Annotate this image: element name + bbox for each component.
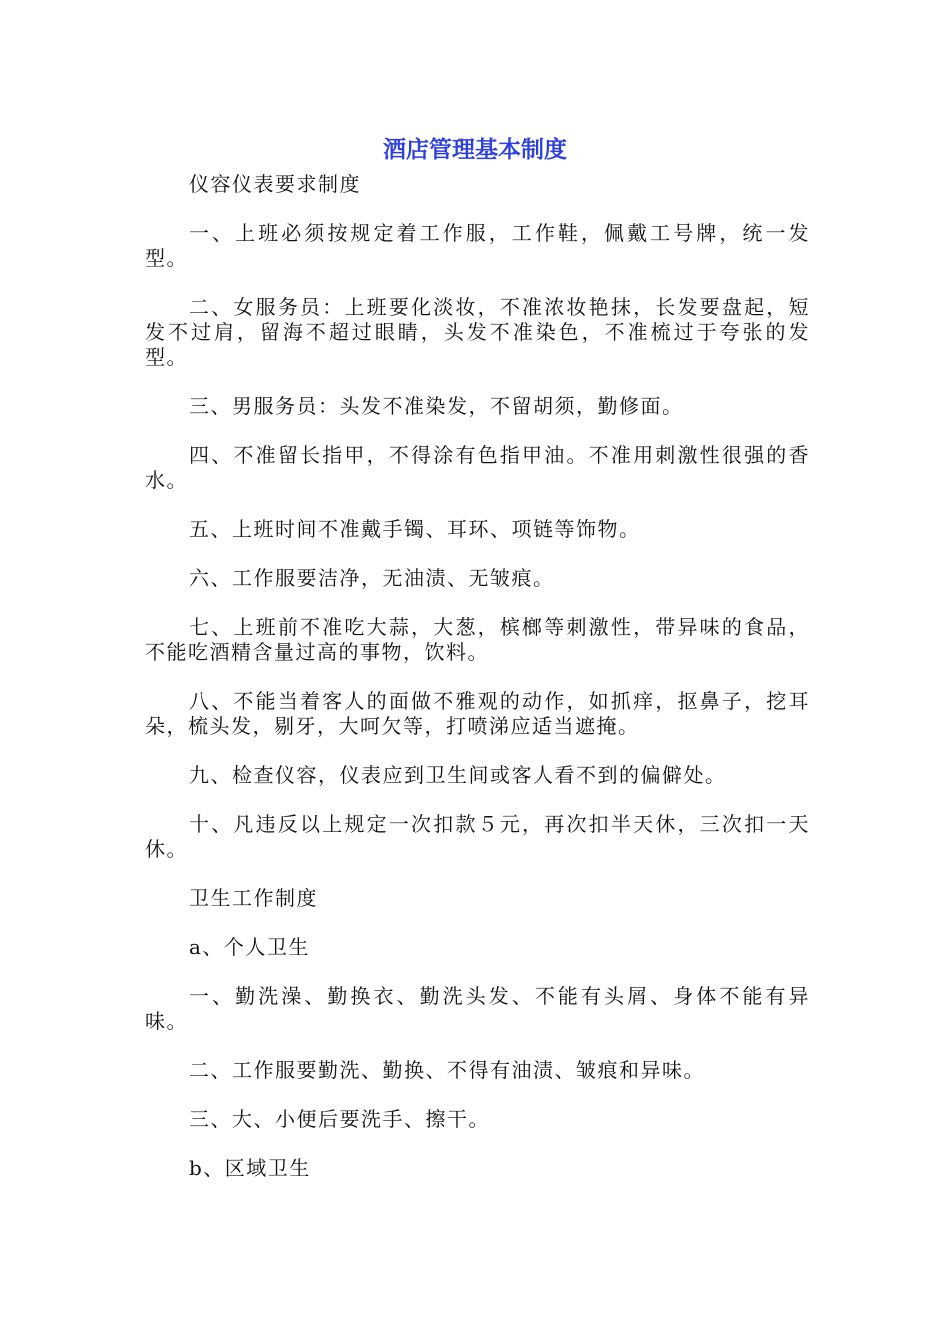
section-heading-appearance: 仪容仪表要求制度 — [189, 172, 361, 196]
rule-paragraph: 二、工作服要勤洗、勤换、不得有油渍、皱痕和异味。 — [189, 1058, 705, 1082]
rule-paragraph: 十、凡违反以上规定一次扣款５元，再次扣半天休，三次扣一天休。 — [145, 812, 810, 861]
rule-paragraph: 三、男服务员：头发不准染发，不留胡须，勤修面。 — [189, 394, 684, 418]
subsection-heading-personal: a、个人卫生 — [189, 935, 310, 959]
section-heading-hygiene: 卫生工作制度 — [189, 886, 318, 910]
rule-paragraph: 八、不能当着客人的面做不雅观的动作，如抓痒，抠鼻子，挖耳朵，梳头发，剔牙，大呵欠等，打喷涕应适当遮掩。 — [145, 689, 810, 738]
rule-paragraph: 七、上班前不准吃大蒜，大葱，槟榔等刺激性，带异味的食品，不能吃酒精含量过高的事物，饮料。 — [145, 615, 810, 664]
rule-paragraph: 一、上班必须按规定着工作服，工作鞋，佩戴工号牌，统一发型。 — [145, 221, 810, 270]
rule-paragraph: 九、检查仪容，仪表应到卫生间或客人看不到的偏僻处。 — [189, 763, 727, 787]
rule-paragraph: 五、上班时间不准戴手镯、耳环、项链等饰物。 — [189, 517, 641, 541]
subsection-heading-area: b、区域卫生 — [189, 1156, 311, 1180]
rule-paragraph: 一、勤洗澡、勤换衣、勤洗头发、不能有头屑、身体不能有异味。 — [145, 984, 810, 1033]
document-title: 酒店管理基本制度 — [383, 137, 567, 163]
document-body — [145, 172, 810, 1205]
rule-paragraph: 三、大、小便后要洗手、擦干。 — [189, 1107, 490, 1131]
rule-paragraph: 二、女服务员：上班要化淡妆，不准浓妆艳抹，长发要盘起，短发不过肩，留海不超过眼睛，头发不准染色，不准梳过于夸张的发型。 — [145, 295, 810, 369]
rule-paragraph: 四、不准留长指甲，不得涂有色指甲油。不准用刺激性很强的香水。 — [145, 443, 810, 492]
rule-paragraph: 六、工作服要洁净，无油渍、无皱痕。 — [189, 566, 555, 590]
